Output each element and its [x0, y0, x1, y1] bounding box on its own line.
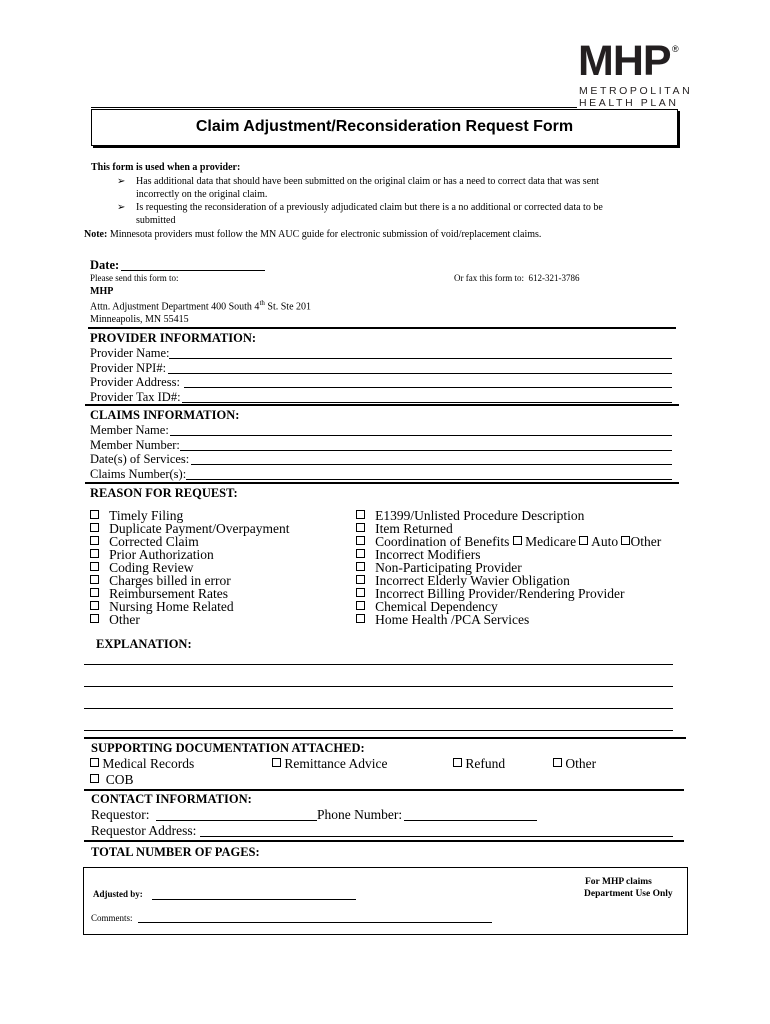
- checkbox-icon: [513, 536, 522, 545]
- note-label: Note:: [84, 229, 108, 240]
- bullet-1-line-1: Has additional data that should have been submitted on the original claim or has a need to correct data that was sent: [136, 176, 599, 187]
- cob-auto-label: Auto: [591, 534, 619, 549]
- total-pages-label: TOTAL NUMBER OF PAGES:: [91, 845, 260, 859]
- checkbox-icon: [90, 758, 99, 767]
- member-name-field[interactable]: [170, 435, 672, 436]
- bullet-1-line-2: incorrectly on the original claim.: [136, 189, 268, 200]
- section-rule: [88, 327, 676, 329]
- phone-field[interactable]: [404, 820, 537, 821]
- checkbox-icon: [356, 536, 365, 545]
- claims-heading: CLAIMS INFORMATION:: [90, 408, 240, 422]
- checkbox-icon: [90, 536, 99, 545]
- provider-heading: PROVIDER INFORMATION:: [90, 331, 257, 345]
- reason-label: Incorrect Elderly Wavier Obligation: [375, 573, 570, 588]
- option-cob: COB: [105, 772, 134, 787]
- option-other: Other: [565, 756, 597, 771]
- note-text: Minnesota providers must follow the MN AUC guide for electronic submission of void/replacement claims.: [109, 229, 542, 240]
- header-rule: [91, 107, 577, 108]
- explanation-line-4[interactable]: [84, 730, 673, 731]
- adjusted-by-field[interactable]: [152, 899, 356, 900]
- reason-label: Home Health /PCA Services: [375, 612, 530, 627]
- fax-number: 612-321-3786: [528, 273, 580, 283]
- checkbox-icon: [453, 758, 462, 767]
- reason-label: Incorrect Modifiers: [375, 547, 481, 562]
- reason-label: Non-Participating Provider: [375, 560, 522, 575]
- checkbox-icon: [90, 549, 99, 558]
- provider-npi-field[interactable]: [168, 373, 672, 374]
- bullet-icon: ➢: [117, 176, 126, 187]
- reason-label: E1399/Unlisted Procedure Description: [375, 508, 585, 523]
- section-rule: [85, 482, 679, 484]
- requestor-label: Requestor:: [91, 807, 150, 822]
- bullet-2-line-1: Is requesting the reconsideration of a previously adjudicated claim but there is a no additional or corrected data to be: [136, 202, 603, 213]
- reason-label: Duplicate Payment/Overpayment: [109, 521, 290, 536]
- logo-line-metropolitan: METROPOLITAN: [579, 85, 693, 97]
- checkbox-icon: [356, 562, 365, 571]
- checkbox-icon: [579, 536, 588, 545]
- checkbox-icon: [356, 601, 365, 610]
- checkbox-icon: [356, 575, 365, 584]
- checkbox-icon: [553, 758, 562, 767]
- intro-heading: This form is used when a provider:: [91, 162, 241, 173]
- title-box: [91, 109, 678, 146]
- checkbox-icon: [356, 614, 365, 623]
- comments-field[interactable]: [138, 922, 492, 923]
- fax-label: Or fax this form to:: [454, 273, 524, 283]
- option-remittance-advice: Remittance Advice: [284, 756, 388, 771]
- reason-label: Item Returned: [375, 521, 453, 536]
- member-name-label: Member Name:: [90, 423, 169, 437]
- service-dates-field[interactable]: [191, 464, 672, 465]
- member-number-field[interactable]: [180, 450, 672, 451]
- checkbox-icon: [90, 510, 99, 519]
- checkbox-icon: [356, 510, 365, 519]
- supporting-heading: SUPPORTING DOCUMENTATION ATTACHED:: [91, 741, 365, 755]
- reason-label: Prior Authorization: [109, 547, 214, 562]
- checkbox-icon: [90, 523, 99, 532]
- section-rule: [84, 840, 684, 842]
- cob-medicare-label: Medicare: [525, 534, 577, 549]
- requestor-address-label: Requestor Address:: [91, 823, 197, 838]
- date-field[interactable]: [121, 270, 265, 271]
- provider-address-label: Provider Address:: [90, 375, 180, 389]
- option-medical-records: Medical Records: [102, 756, 195, 771]
- requestor-address-field[interactable]: [200, 836, 673, 837]
- dept-use-line-1: For MHP claims: [585, 877, 652, 887]
- contact-heading: CONTACT INFORMATION:: [91, 792, 252, 806]
- reason-label: Timely Filing: [109, 508, 184, 523]
- claims-number-field[interactable]: [186, 479, 672, 480]
- reason-checkbox-right[interactable]: [356, 612, 529, 628]
- send-label: Please send this form to:: [90, 273, 179, 283]
- comments-label: Comments:: [91, 913, 133, 923]
- checkbox-icon: [90, 614, 99, 623]
- claims-number-label: Claims Number(s):: [90, 467, 187, 481]
- member-number-label: Member Number:: [90, 438, 180, 452]
- provider-npi-label: Provider NPI#:: [90, 361, 167, 375]
- explanation-line-3[interactable]: [84, 708, 673, 709]
- reason-label: Coding Review: [109, 560, 194, 575]
- requestor-field[interactable]: [156, 820, 317, 821]
- checkbox-icon: [272, 758, 281, 767]
- reason-label: Coordination of Benefits: [375, 534, 510, 549]
- reason-heading: REASON FOR REQUEST:: [90, 486, 238, 500]
- explanation-label: EXPLANATION:: [96, 637, 192, 651]
- address-suffix: St. Ste 201: [264, 301, 312, 313]
- checkbox-cob[interactable]: [90, 772, 134, 788]
- address-city: Minneapolis, MN 55415: [90, 314, 189, 325]
- checkbox-icon: [90, 588, 99, 597]
- provider-tax-id-label: Provider Tax ID#:: [90, 390, 181, 404]
- explanation-line-1[interactable]: [84, 664, 673, 665]
- reason-label: Other: [109, 612, 140, 627]
- provider-address-field[interactable]: [184, 387, 672, 388]
- provider-tax-id-field[interactable]: [182, 402, 672, 403]
- service-dates-label: Date(s) of Services:: [90, 452, 190, 466]
- address-sup: th: [259, 299, 265, 307]
- reason-label: Corrected Claim: [109, 534, 199, 549]
- reason-label: Charges billed in error: [109, 573, 231, 588]
- checkbox-refund[interactable]: [453, 756, 505, 772]
- mhp-logo-mark: MHP: [578, 37, 671, 85]
- option-refund: Refund: [465, 756, 506, 771]
- adjusted-by-label: Adjusted by:: [93, 889, 143, 899]
- section-rule: [84, 737, 686, 739]
- bullet-icon: ➢: [117, 202, 126, 213]
- checkbox-icon: [356, 549, 365, 558]
- reason-checkbox-left[interactable]: [90, 612, 140, 628]
- checkbox-other[interactable]: [553, 756, 596, 772]
- checkbox-icon: [90, 575, 99, 584]
- address-line: Attn. Adjustment Department 400 South 4: [90, 301, 260, 313]
- checkbox-icon: [90, 774, 99, 783]
- form-title: Claim Adjustment/Reconsideration Request Form: [195, 118, 574, 135]
- dept-use-line-2: Department Use Only: [584, 889, 673, 899]
- reason-label: Incorrect Billing Provider/Rendering Provider: [375, 586, 625, 601]
- bullet-2-line-2: submitted: [136, 215, 176, 226]
- checkbox-icon: [356, 523, 365, 532]
- checkbox-icon: [90, 562, 99, 571]
- checkbox-remittance-advice[interactable]: [272, 756, 387, 772]
- reason-label: Reimbursement Rates: [109, 586, 228, 601]
- checkbox-medical-records[interactable]: [90, 756, 194, 772]
- cob-other-label: Other: [630, 534, 662, 549]
- registered-mark: ®: [672, 44, 679, 54]
- logo-line-health-plan: HEALTH PLAN: [579, 97, 679, 109]
- explanation-line-2[interactable]: [84, 686, 673, 687]
- section-rule: [85, 404, 679, 406]
- reason-label: Nursing Home Related: [109, 599, 234, 614]
- provider-name-field[interactable]: [169, 358, 672, 359]
- phone-label: Phone Number:: [317, 807, 403, 822]
- date-label: Date:: [90, 258, 120, 272]
- send-org: MHP: [90, 286, 114, 297]
- checkbox-icon: [90, 601, 99, 610]
- reason-label: Chemical Dependency: [375, 599, 498, 614]
- section-rule: [84, 789, 684, 791]
- provider-name-label: Provider Name:: [90, 346, 170, 360]
- checkbox-icon: [356, 588, 365, 597]
